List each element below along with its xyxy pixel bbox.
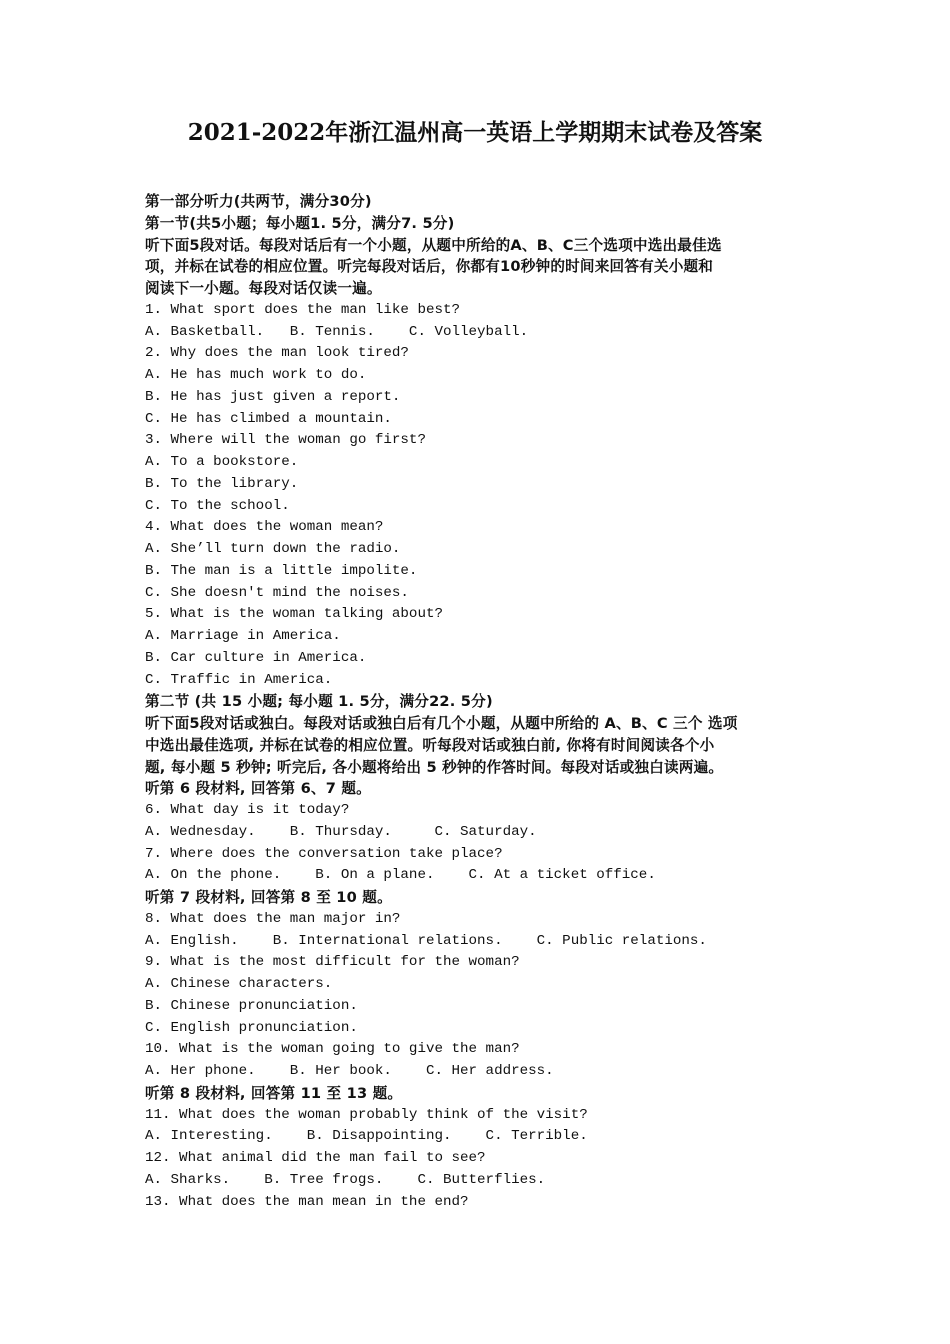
question-line: A. Her phone. B. Her book. C. Her address. <box>145 1063 554 1079</box>
question-line: A. Interesting. B. Disappointing. C. Terrible. <box>145 1128 588 1145</box>
question-line: A. Basketball. B. Tennis. C. Volleyball. <box>145 323 529 340</box>
question-line: 2. Why does the man look tired? <box>145 345 409 362</box>
question-line: 6. What day is it today? <box>145 802 350 818</box>
question-line: A. She’ll turn down the radio. <box>145 541 401 557</box>
question-line: A. On the phone. B. On a plane. C. At a ticket office. <box>145 867 656 884</box>
question-line: 7. Where does the conversation take place? <box>145 845 503 862</box>
section-heading-line: 听下面5段对话或独白。每段对话或独白后有几个小题，从题中所给的 A、B、C 三个 选项 <box>145 715 738 732</box>
section-heading-line: 中选出最佳选项, 并标在试卷的相应位置。听每段对话或独白前, 你将有时间阅读各个小 <box>145 736 715 754</box>
question-line: A. He has much work to do. <box>145 367 367 383</box>
document-body <box>145 191 815 1213</box>
question-line: B. The man is a little impolite. <box>145 562 418 579</box>
question-line: C. She doesn't mind the noises. <box>145 584 409 601</box>
section-heading-line: 阅读下一小题。每段对话仅读一遍。 <box>145 280 382 297</box>
question-line: A. Wednesday. B. Thursday. C. Saturday. <box>145 823 537 840</box>
question-line: C. English pronunciation. <box>145 1019 358 1036</box>
question-line: A. Sharks. B. Tree frogs. C. Butterflies. <box>145 1171 546 1188</box>
section-heading-line: 听第 6 段材料, 回答第 6、7 题。 <box>145 780 371 798</box>
question-line: A. Marriage in America. <box>145 628 341 644</box>
question-line: 11. What does the woman probably think of the visit? <box>145 1106 588 1123</box>
question-line: 3. Where will the woman go first? <box>145 432 426 449</box>
question-line: B. Car culture in America. <box>145 649 367 666</box>
question-line: 12. What animal did the man fail to see? <box>145 1150 486 1166</box>
section-heading-line: 听第 7 段材料, 回答第 8 至 10 题。 <box>145 889 392 906</box>
question-line: A. English. B. International relations. C. Public relations. <box>145 932 707 949</box>
question-line: B. To the library. <box>145 475 299 492</box>
document-title: 2021-2022年浙江温州高一英语上学期期末试卷及答案 <box>187 119 763 146</box>
question-line: B. He has just given a report. <box>145 388 401 405</box>
question-line: 4. What does the woman mean? <box>145 519 384 536</box>
section-heading-line: 第一部分听力(共两节，满分30分) <box>145 193 372 210</box>
section-heading-line: 第二节 (共 15 小题; 每小题 1. 5分，满分22. 5分) <box>145 693 493 711</box>
question-line: 8. What does the man major in? <box>145 910 401 927</box>
section-heading-line: 第一节(共5小题；每小题1. 5分，满分7. 5分) <box>145 214 455 232</box>
question-line: B. Chinese pronunciation. <box>145 997 358 1014</box>
question-line: C. He has climbed a mountain. <box>145 410 392 427</box>
section-heading-line: 听下面5段对话。每段对话后有一个小题，从题中所给的A、B、C三个选项中选出最佳选 <box>145 236 722 254</box>
section-heading-line: 项，并标在试卷的相应位置。听完每段对话后，你都有10秒钟的时间来回答有关小题和 <box>145 258 714 276</box>
question-line: 1. What sport does the man like best? <box>145 301 461 318</box>
question-line: 13. What does the man mean in the end? <box>145 1193 469 1210</box>
section-heading-line: 听第 8 段材料, 回答第 11 至 13 题。 <box>145 1084 403 1102</box>
section-heading-line: 题, 每小题 5 秒钟; 听完后, 各小题将给出 5 秒钟的作答时间。每段对话或独白读两遍。 <box>145 758 724 776</box>
question-line: 10. What is the woman going to give the man? <box>145 1041 520 1058</box>
question-line: C. To the school. <box>145 497 290 514</box>
question-line: A. To a bookstore. <box>145 454 299 470</box>
question-line: C. Traffic in America. <box>145 671 333 688</box>
question-line: A. Chinese characters. <box>145 976 333 992</box>
question-line: 5. What is the woman talking about? <box>145 606 443 623</box>
question-line: 9. What is the most difficult for the woman? <box>145 954 520 971</box>
